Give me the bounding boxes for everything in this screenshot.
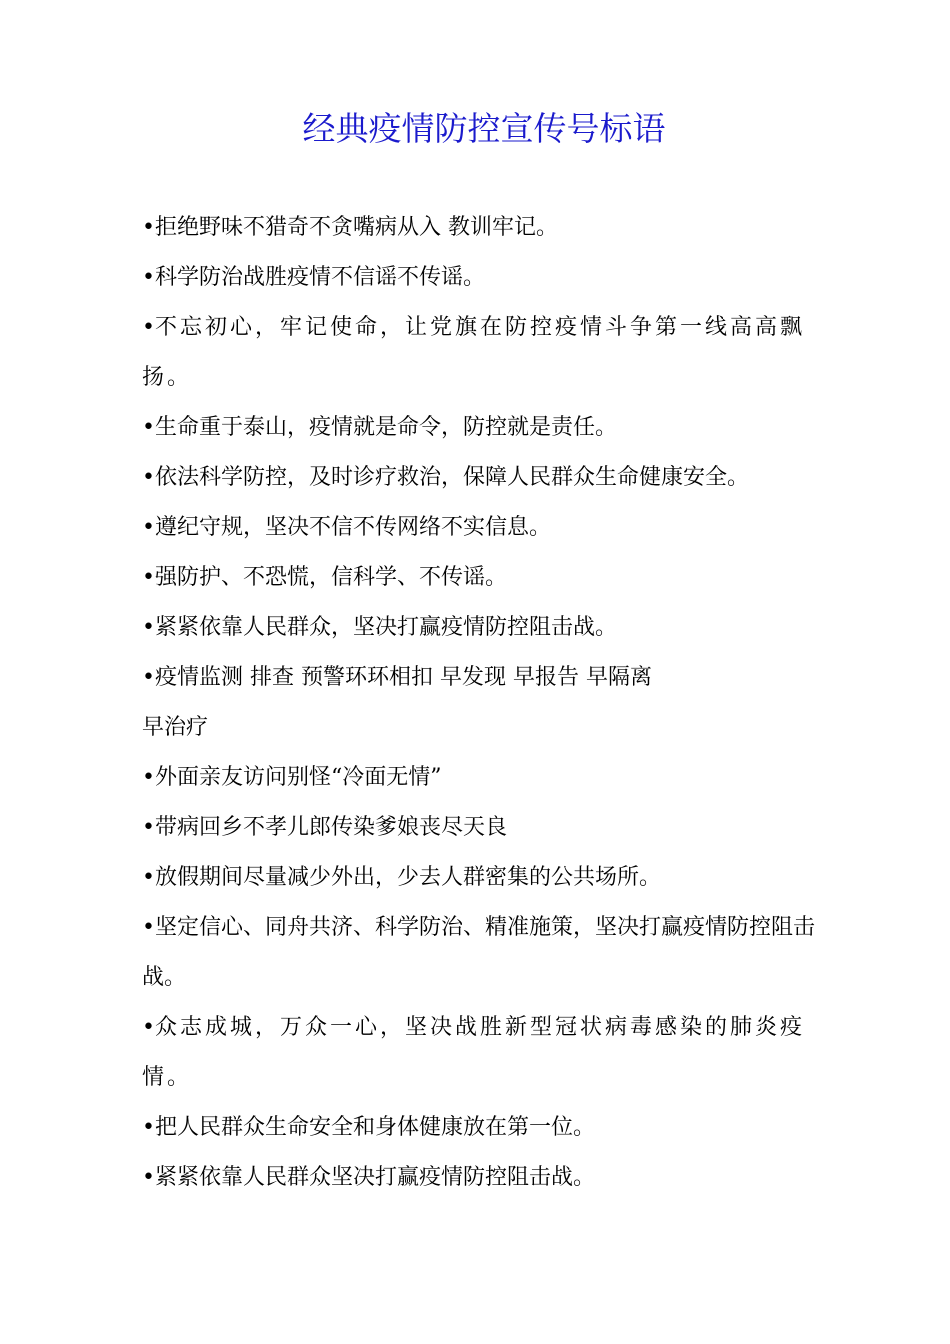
bullet: • [142, 565, 155, 590]
slogan-text: 把人民群众生命安全和身体健康放在第一位。 [154, 1115, 595, 1140]
slogan-text: 放假期间尽量减少外出，少去人群密集的公共场所。 [154, 865, 661, 890]
bullet: • [142, 915, 155, 940]
bullet: • [142, 215, 155, 240]
bullet: • [142, 1015, 155, 1040]
slogan-item [142, 503, 832, 553]
slogan-item [142, 453, 832, 503]
bullet: • [142, 265, 155, 290]
slogan-item [142, 603, 832, 653]
slogan-text: 科学防治战胜疫情不信谣不传谣。 [154, 265, 485, 290]
slogan-item [142, 1003, 832, 1103]
slogan-text: 带病回乡不孝儿郎传染爹娘丧尽天良 [154, 815, 507, 840]
slogan-continuation: 早治疗 [142, 715, 209, 740]
slogan-text: 紧紧依靠人民群众坚决打赢疫情防控阻击战。 [154, 1165, 595, 1190]
slogan-item [142, 253, 832, 303]
slogan-text: 依法科学防控，及时诊疗救治，保障人民群众生命健康安全。 [154, 465, 749, 490]
bullet: • [142, 465, 155, 490]
bullet: • [142, 1115, 155, 1140]
bullet: • [142, 615, 155, 640]
slogan-text: 疫情监测 排查 预警环环相扣 早发现 早报告 早隔离 [154, 665, 652, 690]
slogan-item [142, 403, 832, 453]
slogan-item [142, 203, 832, 253]
slogan-list [142, 203, 832, 1203]
slogan-text: 生命重于泰山，疫情就是命令，防控就是责任。 [154, 415, 617, 440]
bullet: • [142, 315, 155, 340]
document-title: 经典疫情防控宣传号标语 [302, 109, 666, 148]
slogan-item [142, 853, 832, 903]
bullet: • [142, 415, 155, 440]
slogan-text: 遵纪守规，坚决不信不传网络不实信息。 [154, 515, 551, 540]
bullet: • [142, 515, 155, 540]
bullet: • [142, 1165, 155, 1190]
slogan-item [142, 803, 832, 853]
slogan-text: 坚定信心、同舟共济、科学防治、精准施策，坚决打赢疫情防控阻击战。 [142, 915, 815, 990]
slogan-text: 外面亲友访问别怪“冷面无情” [154, 765, 442, 790]
slogan-text: 众志成城，万众一心，坚决战胜新型冠状病毒感染的肺炎疫情。 [142, 1015, 805, 1090]
slogan-item [142, 1103, 832, 1153]
bullet: • [142, 665, 155, 690]
slogan-item [142, 303, 832, 403]
bullet: • [142, 865, 155, 890]
bullet: • [142, 815, 155, 840]
slogan-text: 拒绝野味不猎奇不贪嘴病从入 教训牢记。 [154, 215, 558, 240]
bullet: • [142, 765, 155, 790]
slogan-item [142, 753, 832, 803]
slogan-item [142, 903, 832, 1003]
slogan-item [142, 1153, 832, 1203]
slogan-text: 紧紧依靠人民群众，坚决打赢疫情防控阻击战。 [154, 615, 617, 640]
slogan-text: 强防护、不恐慌，信科学、不传谣。 [154, 565, 507, 590]
slogan-item [142, 653, 832, 703]
slogan-item [142, 553, 832, 603]
slogan-text: 不忘初心，牢记使命，让党旗在防控疫情斗争第一线高高飘扬。 [142, 315, 805, 390]
